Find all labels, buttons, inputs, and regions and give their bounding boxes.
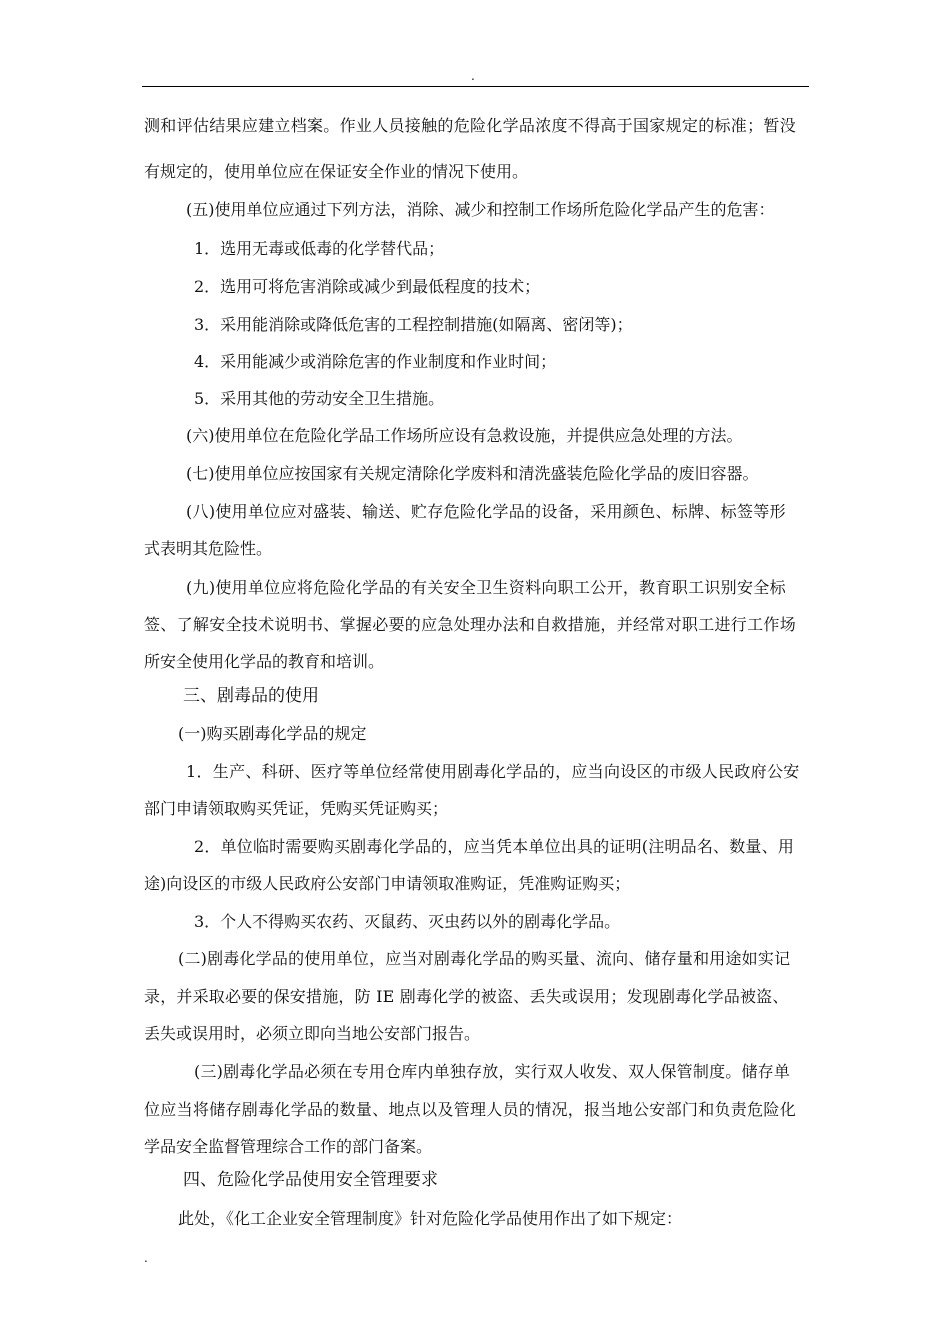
section-seven-line: (七)使用单位应按国家有关规定清除化学废料和清洗盛装危险化学品的废旧容器。	[186, 464, 759, 483]
subsection-heading: (一)购买剧毒化学品的规定	[178, 724, 367, 743]
list-item: 2．选用可将危害消除或减少到最低程度的技术；	[194, 277, 541, 296]
paragraph-line: 部门申请领取购买凭证，凭购买凭证购买；	[144, 799, 449, 818]
list-item: 3．个人不得购买农药、灭鼠药、灭虫药以外的剧毒化学品。	[194, 912, 621, 931]
section-eight-line: (八)使用单位应对盛装、输送、贮存危险化学品的设备，采用颜色、标牌、标签等形	[186, 502, 786, 521]
section-six-line: (六)使用单位在危险化学品工作场所应设有急救设施，并提供应急处理的方法。	[186, 426, 743, 445]
paragraph-line: 签、了解安全技术说明书、掌握必要的应急处理办法和自救措施，并经常对职工进行工作场	[144, 615, 797, 634]
paragraph-line: 式表明其危险性。	[144, 539, 273, 558]
list-item: 1．选用无毒或低毒的化学替代品；	[194, 239, 445, 258]
paragraph-line: 录，并采取必要的保安措施，防 IE 剧毒化学的被盗、丢失或误用；发现剧毒化学品被盗、	[144, 987, 789, 1006]
subsection-three-line: (三)剧毒化学品必须在专用仓库内单独存放，实行双人收发、双人保管制度。储存单	[194, 1062, 791, 1081]
paragraph-line: 丢失或误用时，必须立即向当地公安部门报告。	[144, 1024, 481, 1043]
footer-mark: .	[144, 1251, 148, 1265]
paragraph-line: 途)向设区的市级人民政府公安部门申请领取准购证，凭准购证购买；	[144, 874, 631, 893]
list-item: 2．单位临时需要购买剧毒化学品的，应当凭本单位出具的证明(注明品名、数量、用	[194, 837, 795, 856]
section-heading-three: 三、剧毒品的使用	[183, 686, 319, 706]
header-mark: .	[471, 69, 475, 83]
paragraph-line: 所安全使用化学品的教育和培训。	[144, 652, 385, 671]
list-item: 5．采用其他的劳动安全卫生措施。	[194, 389, 445, 408]
paragraph-line: 有规定的，使用单位应在保证安全作业的情况下使用。	[144, 162, 529, 181]
subsection-two-line: (二)剧毒化学品的使用单位，应当对剧毒化学品的购买量、流向、储存量和用途如实记	[178, 949, 791, 968]
header-rule	[142, 86, 809, 87]
paragraph-line: 位应当将储存剧毒化学品的数量、地点以及管理人员的情况，报当地公安部门和负责危险化	[144, 1100, 797, 1119]
section-nine-line: (九)使用单位应将危险化学品的有关安全卫生资料向职工公开，教育职工识别安全标	[186, 578, 786, 597]
paragraph-line: 学品安全监督管理综合工作的部门备案。	[144, 1137, 433, 1156]
section-five-line: (五)使用单位应通过下列方法，消除、减少和控制工作场所危险化学品产生的危害：	[186, 200, 775, 219]
section-heading-four: 四、危险化学品使用安全管理要求	[183, 1170, 438, 1190]
list-item: 3．采用能消除或降低危害的工程控制措施(如隔离、密闭等)；	[194, 315, 633, 334]
list-item: 1．生产、科研、医疗等单位经常使用剧毒化学品的，应当向设区的市级人民政府公安	[186, 762, 800, 781]
list-item: 4．采用能减少或消除危害的作业制度和作业时间；	[194, 352, 557, 371]
paragraph-line: 测和评估结果应建立档案。作业人员接触的危险化学品浓度不得高于国家规定的标准；暂没	[144, 116, 797, 135]
paragraph-line: 此处，《化工企业安全管理制度》针对危险化学品使用作出了如下规定：	[178, 1209, 683, 1228]
